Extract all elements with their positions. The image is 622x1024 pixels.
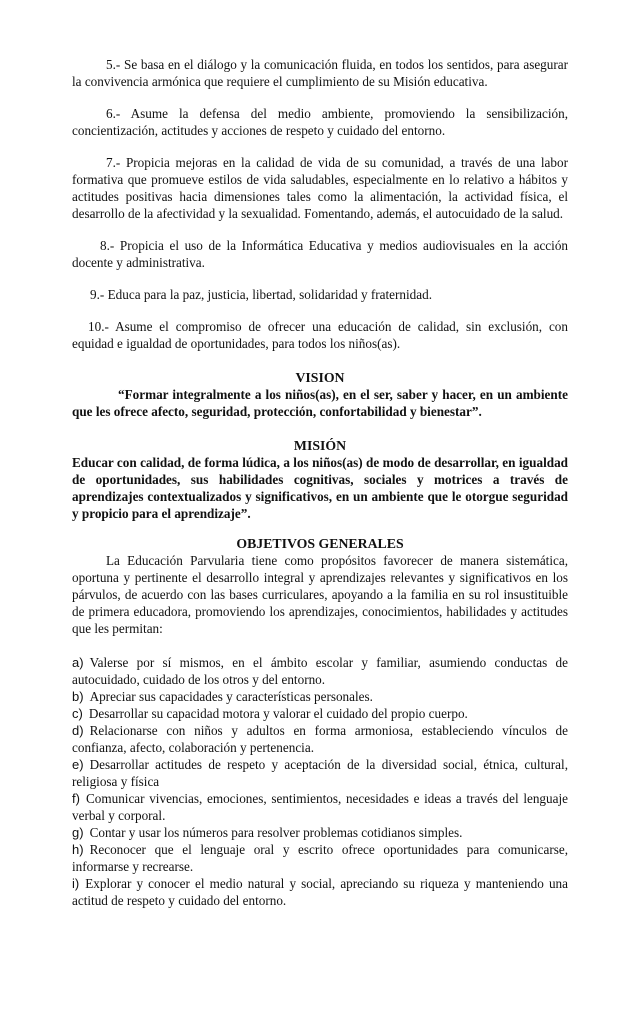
objetivos-intro: La Educación Parvularia tiene como propósitos favorecer de manera sistemática, oportuna y pertinente el desarrollo integral y aprendizajes relevantes y significativos en los párvulos, de acuerdo con las bases curriculares, apoyando a la familia en su rol insustituible de primera educadora, promoviendo los aprendizajes, conocimientos, habilidades y actitudes que les permitan: <box>72 553 568 636</box>
list-text: Valerse por sí mismos, en el ámbito escolar y familiar, asumiendo conductas de autocuidado, cuidado de los otros y del entorno. <box>72 655 568 687</box>
list-item <box>72 824 568 841</box>
list-item <box>72 654 568 688</box>
list-letter: b) <box>72 689 84 704</box>
list-letter: a) <box>72 655 84 670</box>
item-number: 7.- <box>106 155 121 170</box>
list-letter: h) <box>72 842 84 857</box>
list-text: Explorar y conocer el medio natural y social, apreciando su riqueza y manteniendo una actitud de respeto y cuidado del entorno. <box>72 876 568 908</box>
vision-heading: VISION <box>295 370 345 385</box>
list-text: Comunicar vivencias, emociones, sentimientos, necesidades e ideas a través del lenguaje verbal y corporal. <box>72 791 568 823</box>
list-text: Apreciar sus capacidades y características personales. <box>89 689 373 704</box>
list-item <box>72 688 568 705</box>
item-number: 6.- <box>106 106 121 121</box>
item-text: Asume el compromiso de ofrecer una educación de calidad, sin exclusión, con equidad e igualdad de oportunidades, para todos los niños(as). <box>72 319 568 351</box>
item-text: Propicia el uso de la Informática Educativa y medios audiovisuales en la acción docente y administrativa. <box>72 238 569 270</box>
numbered-item-10 <box>72 318 568 352</box>
mision-text: Educar con calidad, de forma lúdica, a los niños(as) de modo de desarrollar, en igualdad de oportunidades, sus habilidades cognitivas, sociales y motrices a través de aprendizajes contextualizados y significativos, en un ambiente que le otorgue seguridad y propicio para el aprendizaje”. <box>72 455 568 521</box>
mision-heading: MISIÓN <box>293 438 347 453</box>
item-text: Se basa en el diálogo y la comunicación fluida, en todos los sentidos, para asegurar la convivencia armónica que requiere el cumplimiento de su Misión educativa. <box>72 57 569 89</box>
list-text: Contar y usar los números para resolver problemas cotidianos simples. <box>89 825 463 840</box>
list-letter: i) <box>72 876 80 891</box>
objetivos-list <box>72 654 568 909</box>
list-letter: d) <box>72 723 84 738</box>
numbered-item-5 <box>72 56 568 90</box>
item-text: Propicia mejoras en la calidad de vida de su comunidad, a través de una labor formativa que promueve estilos de vida saludables, especialmente en lo relativo a hábitos y actitudes positivas hacia dimensiones tales como la alimentación, la actividad física, el desarrollo de la afectividad y la sexualidad. Fomentando, además, el autocuidado de la salud. <box>72 155 568 221</box>
item-text: Educa para la paz, justicia, libertad, solidaridad y fraternidad. <box>107 287 433 302</box>
list-letter: c) <box>72 706 83 721</box>
list-item <box>72 875 568 909</box>
list-text: Desarrollar su capacidad motora y valorar el cuidado del propio cuerpo. <box>88 706 468 721</box>
item-number: 10.- <box>88 319 109 334</box>
list-item <box>72 756 568 790</box>
list-letter: g) <box>72 825 84 840</box>
list-item <box>72 841 568 875</box>
objetivos-heading: OBJETIVOS GENERALES <box>236 536 404 551</box>
vision-text: “Formar integralmente a los niños(as), en el ser, saber y hacer, en un ambiente que les ofrece afecto, seguridad, protección, confortabilidad y bienestar”. <box>72 387 568 419</box>
document-page <box>72 56 568 909</box>
list-text: Relacionarse con niños y adultos en forma armoniosa, estableciendo vínculos de confianza, afecto, colaboración y pertenencia. <box>72 723 568 755</box>
list-item <box>72 790 568 824</box>
list-text: Desarrollar actitudes de respeto y aceptación de la diversidad social, étnica, cultural, religiosa y física <box>72 757 568 789</box>
numbered-item-9 <box>72 286 568 303</box>
numbered-item-7 <box>72 154 568 222</box>
list-letter: e) <box>72 757 84 772</box>
item-text: Asume la defensa del medio ambiente, promoviendo la sensibilización, concientización, actitudes y acciones de respeto y cuidado del entorno. <box>72 106 568 138</box>
list-item <box>72 722 568 756</box>
item-number: 8.- <box>100 238 115 253</box>
numbered-item-8 <box>72 237 568 271</box>
item-number: 9.- <box>90 287 105 302</box>
list-text: Reconocer que el lenguaje oral y escrito ofrece oportunidades para comunicarse, informarse y recrearse. <box>72 842 568 874</box>
list-letter: f) <box>72 791 80 806</box>
list-item <box>72 705 568 722</box>
item-number: 5.- <box>106 57 121 72</box>
numbered-item-6 <box>72 105 568 139</box>
